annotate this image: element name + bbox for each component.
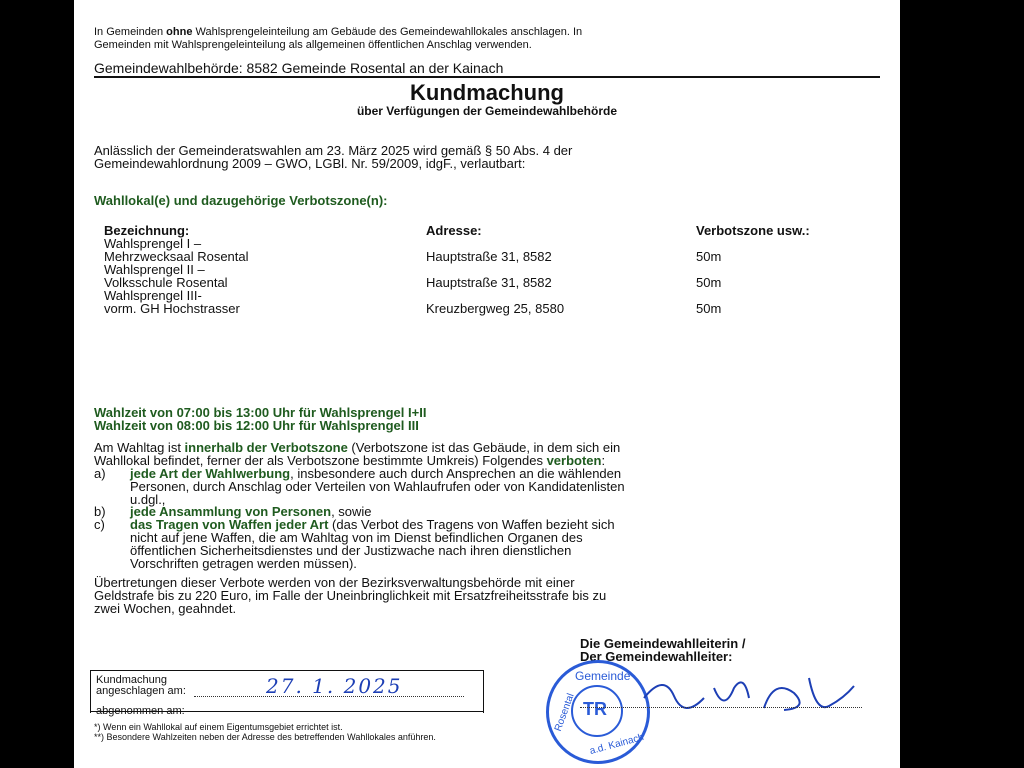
seal-emblem: TR [583,699,607,719]
seal-text-top: Gemeinde [575,669,631,683]
row-3-zone: 50m [696,301,722,316]
voting-time-line-1: Wahlzeit von 07:00 bis 13:00 Uhr für Wahlsprengel I+II [94,405,427,420]
rule-a-line-1: jede Art der Wahlwerbung, insbesondere auch durch Ansprechen an die wählenden [130,466,622,481]
rule-c-line-4: Vorschriften getragen werden müssen). [130,556,357,571]
voting-time-line-2: Wahlzeit von 08:00 bis 12:00 Uhr für Wahlsprengel III [94,418,419,433]
row-1-zone: 50m [696,249,722,264]
section-heading: Wahllokal(e) und dazugehörige Verbotszone(n): [94,193,388,208]
rule-b-line: jede Ansammlung von Personen, sowie [130,504,372,519]
signature-role-1: Die Gemeindewahlleiterin / [580,636,746,651]
intro-line-1: Anlässlich der Gemeinderatswahlen am 23. März 2025 wird gemäß § 50 Abs. 4 der [94,143,573,158]
instruction-line-2: Gemeinden mit Wahlsprengeleinteilung als allgemeinen öffentlichen Anschlag verwenden. [94,39,532,51]
footnote-2: **) Besondere Wahlzeiten neben der Adresse des betreffenden Wahllokales anführen. [94,732,436,742]
row-3-address: Kreuzbergweg 25, 8580 [426,301,565,316]
removed-label: abgenommen am: [96,705,185,717]
page-title: Kundmachung [410,80,564,105]
rule-c-line-2: nicht auf jene Waffen, die am Wahltag von im Dienst befindlichen Organen des [130,530,583,545]
rule-a-label: a) [94,466,106,481]
seal-text-left: Rosental [552,692,577,733]
document-page [74,0,900,768]
posted-label-1: Kundmachung [96,674,167,686]
row-3-name-line-1: Wahlsprengel III- [104,288,202,303]
row-2-name-line-1: Wahlsprengel II – [104,262,205,277]
posted-label-2: angeschlagen am: [96,685,186,697]
penalty-line-3: zwei Wochen, geahndet. [94,601,237,616]
row-2-name-line-2: Volksschule Rosental [104,275,228,290]
rule-a-line-2: Personen, durch Anschlag oder Verteilen von Wahlaufrufen oder von Kandidatenlisten [130,479,625,494]
intro-line-2: Gemeindewahlordnung 2009 – GWO, LGBl. Nr. 59/2009, idgF., verlautbart: [94,156,526,171]
handwritten-signature [634,668,874,720]
row-1-address: Hauptstraße 31, 8582 [426,249,552,264]
penalty-line-1: Übertretungen dieser Verbote werden von der Bezirksverwaltungsbehörde mit einer [94,575,575,590]
rule-a-line-3: u.dgl., [130,492,166,507]
col-header-name: Bezeichnung: [104,223,190,238]
row-1-name-line-2: Mehrzwecksaal Rosental [104,249,249,264]
rules-intro-line-2: Wahllokal befindet, ferner der als Verbotszone bestimmte Umkreis) Folgendes verboten: [94,453,606,468]
rule-c-line-1: das Tragen von Waffen jeder Art (das Verbot des Tragens von Waffen bezieht sich [130,517,615,532]
footnote-1: *) Wenn ein Wahllokal auf einem Eigentumsgebiet errichtet ist. [94,722,343,732]
instruction-line-1: In Gemeinden ohne Wahlsprengeleinteilung am Gebäude des Gemeindewahllokales anschlagen. In [94,26,583,38]
row-2-zone: 50m [696,275,722,290]
page-subtitle: über Verfügungen der Gemeindewahlbehörde [356,104,618,118]
rules-intro-line-1: Am Wahltag ist innerhalb der Verbotszone (Verbotszone ist das Gebäude, in dem sich ein [94,440,621,455]
rule-b-label: b) [94,504,106,519]
row-2-address: Hauptstraße 31, 8582 [426,275,552,290]
authority-line: Gemeindewahlbehörde: 8582 Gemeinde Rosental an der Kainach [94,60,504,76]
col-header-zone: Verbotszone usw.: [696,223,810,238]
col-header-address: Adresse: [426,223,482,238]
row-3-name-line-2: vorm. GH Hochstrasser [104,301,240,316]
date-line [194,696,464,697]
rule-c-line-3: öffentlichen Sicherheitsdienstes und der Justizwache nach ihren dienstlichen [130,543,572,558]
signature-role-2: Der Gemeindewahlleiter: [580,649,733,664]
rule-c-label: c) [94,517,105,532]
row-1-name-line-1: Wahlsprengel I – [104,236,202,251]
penalty-line-2: Geldstrafe bis zu 220 Euro, im Falle der Uneinbringlichkeit mit Ersatzfreiheitsstrafe bis zu [94,588,607,603]
seal-text-right: a.d. Kainach [588,731,646,758]
divider [94,76,880,78]
signature-line [580,707,862,708]
posted-date-handwritten: 27. 1. 2025 [266,674,403,698]
